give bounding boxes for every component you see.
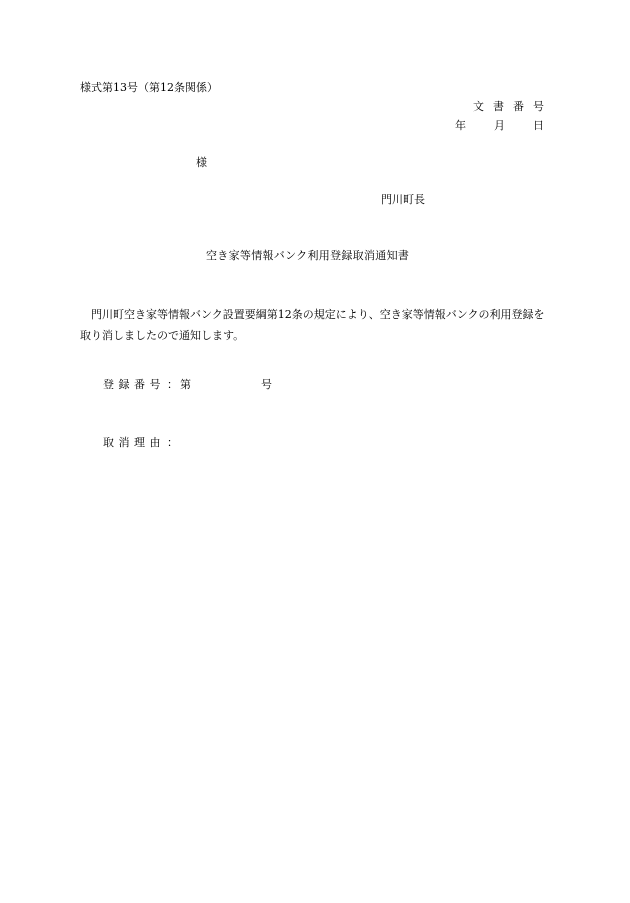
registration-colon: ： <box>167 378 178 391</box>
cancellation-reason-label: 取消理由 <box>103 436 165 449</box>
registration-suffix: 号 <box>261 378 272 391</box>
body-paragraph: 門川町空き家等情報バンク設置要綱第12条の規定により、空き家等情報バンクの利用登録を取り消しましたので通知します。 <box>80 308 545 342</box>
reason-colon: ： <box>167 436 178 449</box>
registration-number-label: 登録番号 <box>103 378 165 391</box>
document-title: 空き家等情報バンク利用登録取消通知書 <box>206 249 410 262</box>
date-month-label: 月 <box>494 119 505 132</box>
date-day-label: 日 <box>533 119 544 132</box>
sender-name: 門川町長 <box>381 193 425 206</box>
form-number: 様式第13号（第12条関係） <box>80 81 218 94</box>
document-date <box>455 120 544 131</box>
cancellation-reason-row <box>103 437 180 448</box>
registration-number-row <box>103 379 272 390</box>
registration-prefix: 第 <box>180 378 191 391</box>
addressee-suffix: 様 <box>196 156 207 169</box>
date-year-label: 年 <box>455 119 466 132</box>
document-number-label: 文書番号 <box>473 100 553 113</box>
